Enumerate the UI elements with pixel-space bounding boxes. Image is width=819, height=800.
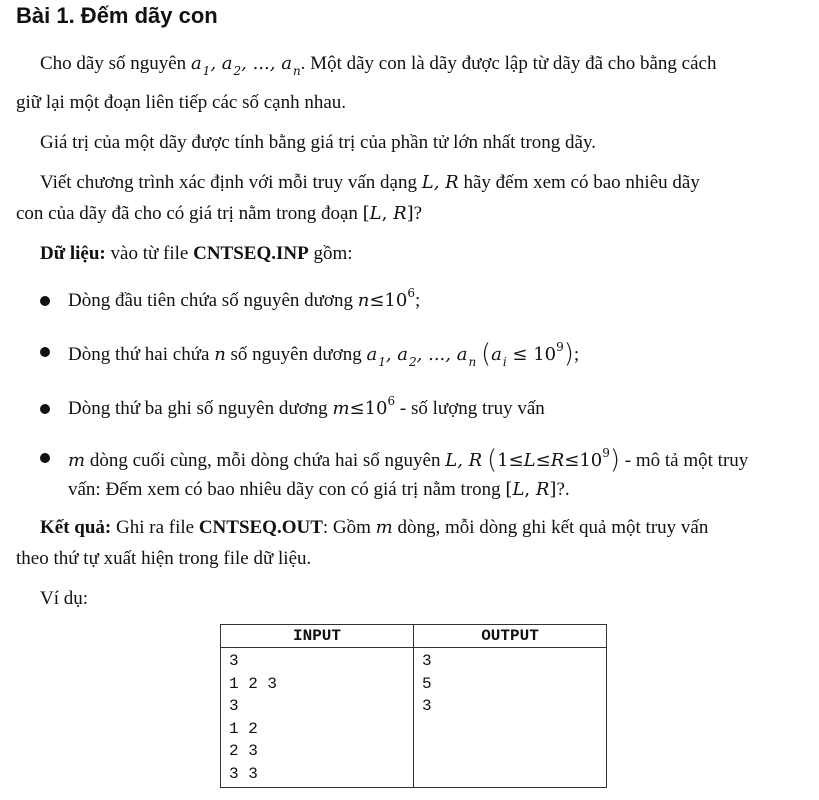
output-heading-line-2: theo thứ tự xuất hiện trong file dữ liệu. xyxy=(16,548,312,569)
example-table xyxy=(220,624,607,788)
bullet-dot xyxy=(40,453,50,463)
output-heading-line-1: Kết quả: Ghi ra file CNTSEQ.OUT: Gồm m dòng, mỗi dòng ghi kết quả một truy vấn xyxy=(40,517,709,538)
paragraph-1-line-2: giữ lại một đoạn liên tiếp các số cạnh nhau. xyxy=(16,92,347,113)
output-column-header: OUTPUT xyxy=(414,625,607,648)
paragraph-2: Giá trị của một dãy được tính bằng giá trị của phần tử lớn nhất trong dãy. xyxy=(40,132,597,153)
bullet-4-line-2: vấn: Đếm xem có bao nhiêu dãy con có giá trị nằm trong [L, R]?. xyxy=(68,479,570,500)
problem-title: Bài 1. Đếm dãy con xyxy=(16,3,218,28)
query-lr: L, R xyxy=(421,172,459,193)
paragraph-3-line-1: Viết chương trình xác định với mỗi truy vấn dạng L, R hãy đếm xem có bao nhiêu dãy xyxy=(40,172,700,193)
paragraph-1-line-1: Cho dãy số nguyên $a_1$, $a_2$, ..., $a_n$. Một dãy con là dãy được lập từ dãy đã cho bằng cách xyxy=(40,53,717,78)
bullet-dot xyxy=(40,404,50,414)
input-column-header: INPUT xyxy=(221,625,414,648)
bullet-dot xyxy=(40,347,50,357)
sequence-formula: $a_1$, $a_2$, ..., $a_n$ xyxy=(190,53,301,78)
bullet-2: Dòng thứ hai chứa n số nguyên dương $a_1$, $a_2$, ..., $a_n$ $(a_i \le 10^9)$; xyxy=(68,339,580,369)
input-heading: Dữ liệu: vào từ file CNTSEQ.INP gồm: xyxy=(40,243,353,264)
bullet-1: Dòng đầu tiên chứa số nguyên dương $n\le 10^6$; xyxy=(68,286,421,311)
input-cell: 3 1 2 3 3 1 2 2 3 3 3 xyxy=(221,648,414,788)
example-label: Ví dụ: xyxy=(40,588,89,609)
bullet-dot xyxy=(40,296,50,306)
bullet-4-line-1: m dòng cuối cùng, mỗi dòng chứa hai số nguyên L, R $(1\le L\le R\le 10^9)$ - mô tả một truy xyxy=(68,445,749,475)
output-cell: 3 5 3 xyxy=(414,648,607,788)
range-lr: [L, R] xyxy=(362,203,414,224)
bullet-3: Dòng thứ ba ghi số nguyên dương $m\le 10^6$ - số lượng truy vấn xyxy=(68,394,545,419)
paragraph-3-line-2: con của dãy đã cho có giá trị nằm trong đoạn [L, R]? xyxy=(16,203,423,224)
